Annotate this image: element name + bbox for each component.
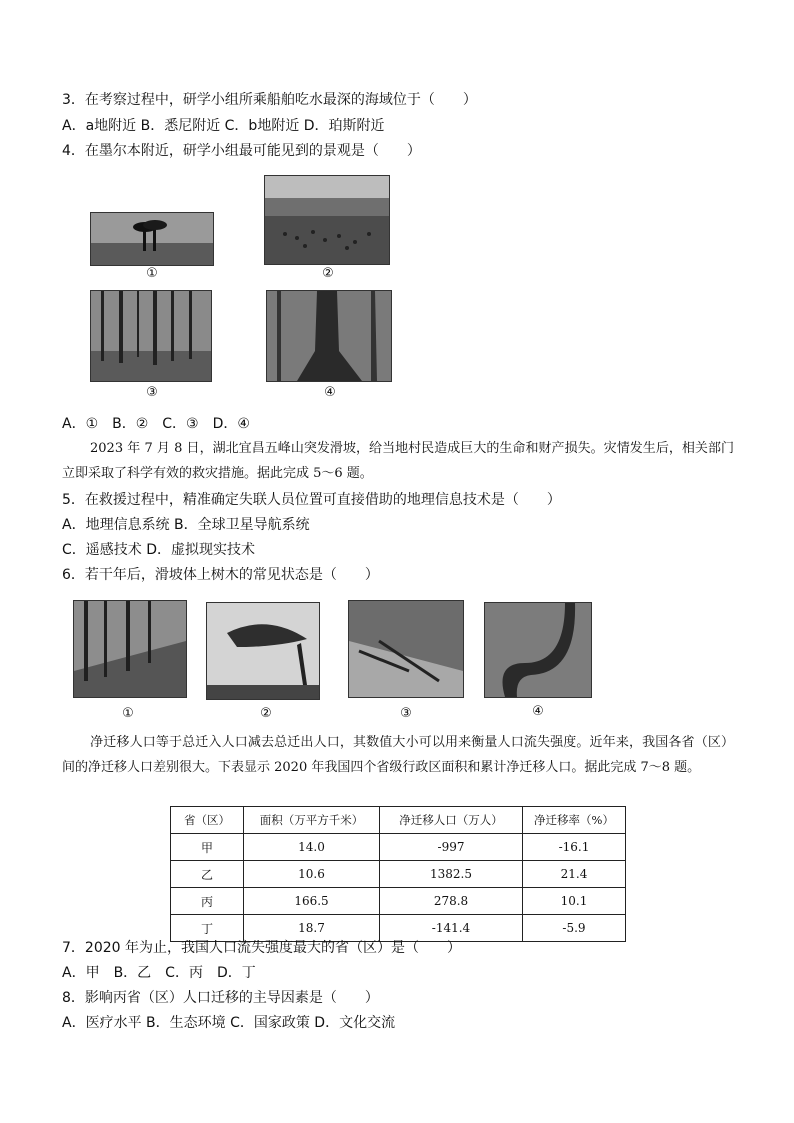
collapsed-slope-photo: [348, 600, 464, 698]
table-header-cell: 净迁移人口（万人）: [380, 807, 523, 834]
windswept-tree-photo: [206, 602, 320, 700]
passage-migration: 净迁移人口等于总迁入人口减去总迁出人口，其数值大小可以用来衡量人口流失强度。近年来，我国各省（区）间的净迁移人口差别很大。下表显示 2020 年我国四个省级行政区面积和累计净迁移人口。据此完成 7～8 题。: [62, 735, 734, 775]
question-5-options-line-2: C．遥感技术 D．虚拟现实技术: [62, 542, 256, 558]
question-5-stem: 5．在救援过程中，精准确定失联人员位置可直接借助的地理信息技术是（ ）: [62, 492, 561, 508]
tilted-forest-photo: [73, 600, 187, 698]
migration-table: [170, 806, 626, 942]
rainforest-buttress-tree-photo: [266, 290, 392, 382]
table-cell: 丁: [171, 915, 244, 942]
q4-caption-1: ①: [146, 266, 158, 281]
q6-caption-1: ①: [122, 706, 134, 721]
table-cell: -141.4: [380, 915, 523, 942]
q6-caption-3: ③: [400, 706, 412, 721]
question-3-options: A．a地附近 B．悉尼附近 C．b地附近 D．珀斯附近: [62, 118, 385, 134]
table-header-row: [171, 807, 626, 834]
grassland-herd-photo: [264, 175, 390, 265]
question-3-stem: 3．在考察过程中，研学小组所乘船舶吃水最深的海域位于（ ）: [62, 92, 477, 108]
question-8-options: A．医疗水平 B．生态环境 C．国家政策 D．文化交流: [62, 1015, 396, 1031]
q4-caption-4: ④: [324, 385, 336, 400]
question-8-stem: 8．影响丙省（区）人口迁移的主导因素是（ ）: [62, 990, 379, 1006]
table-header-cell: 净迁移率（%）: [523, 807, 626, 834]
table-header-cell: 省（区）: [171, 807, 244, 834]
table-row: [171, 861, 626, 888]
q6-caption-2: ②: [260, 706, 272, 721]
q4-caption-2: ②: [322, 266, 334, 281]
question-5-options-line-1: A．地理信息系统 B．全球卫星导航系统: [62, 517, 310, 533]
table-cell: 乙: [171, 861, 244, 888]
table-cell: 166.5: [244, 888, 380, 915]
question-7-options: A．甲 B．乙 C．丙 D．丁: [62, 965, 256, 981]
question-7-stem: 7．2020 年为止，我国人口流失强度最大的省（区）是（ ）: [62, 940, 461, 956]
q4-caption-3: ③: [146, 385, 158, 400]
q6-caption-4: ④: [532, 704, 544, 719]
passage-landslide: 2023 年 7 月 8 日，湖北宜昌五峰山突发滑坡，给当地村民造成巨大的生命和财产损失。灾情发生后，相关部门立即采取了科学有效的救灾措施。据此完成 5～6 题。: [62, 441, 734, 481]
table-cell: 甲: [171, 834, 244, 861]
curved-trunk-tree-photo: [484, 602, 592, 698]
table-cell: -5.9: [523, 915, 626, 942]
question-6-stem: 6．若干年后，滑坡体上树木的常见状态是（ ）: [62, 567, 379, 583]
table-cell: 278.8: [380, 888, 523, 915]
table-cell: 10.6: [244, 861, 380, 888]
table-cell: 10.1: [523, 888, 626, 915]
table-cell: 14.0: [244, 834, 380, 861]
table-header-cell: 面积（万平方千米）: [244, 807, 380, 834]
table-cell: 丙: [171, 888, 244, 915]
table-cell: -997: [380, 834, 523, 861]
table-cell: 1382.5: [380, 861, 523, 888]
table-cell: 18.7: [244, 915, 380, 942]
table-row: [171, 888, 626, 915]
table-cell: -16.1: [523, 834, 626, 861]
question-4-options: A．① B．② C．③ D．④: [62, 416, 250, 432]
table-row: [171, 834, 626, 861]
question-4-stem: 4．在墨尔本附近，研学小组最可能见到的景观是（ ）: [62, 143, 421, 159]
table-cell: 21.4: [523, 861, 626, 888]
desert-palm-photo: [90, 212, 214, 266]
deciduous-forest-photo: [90, 290, 212, 382]
